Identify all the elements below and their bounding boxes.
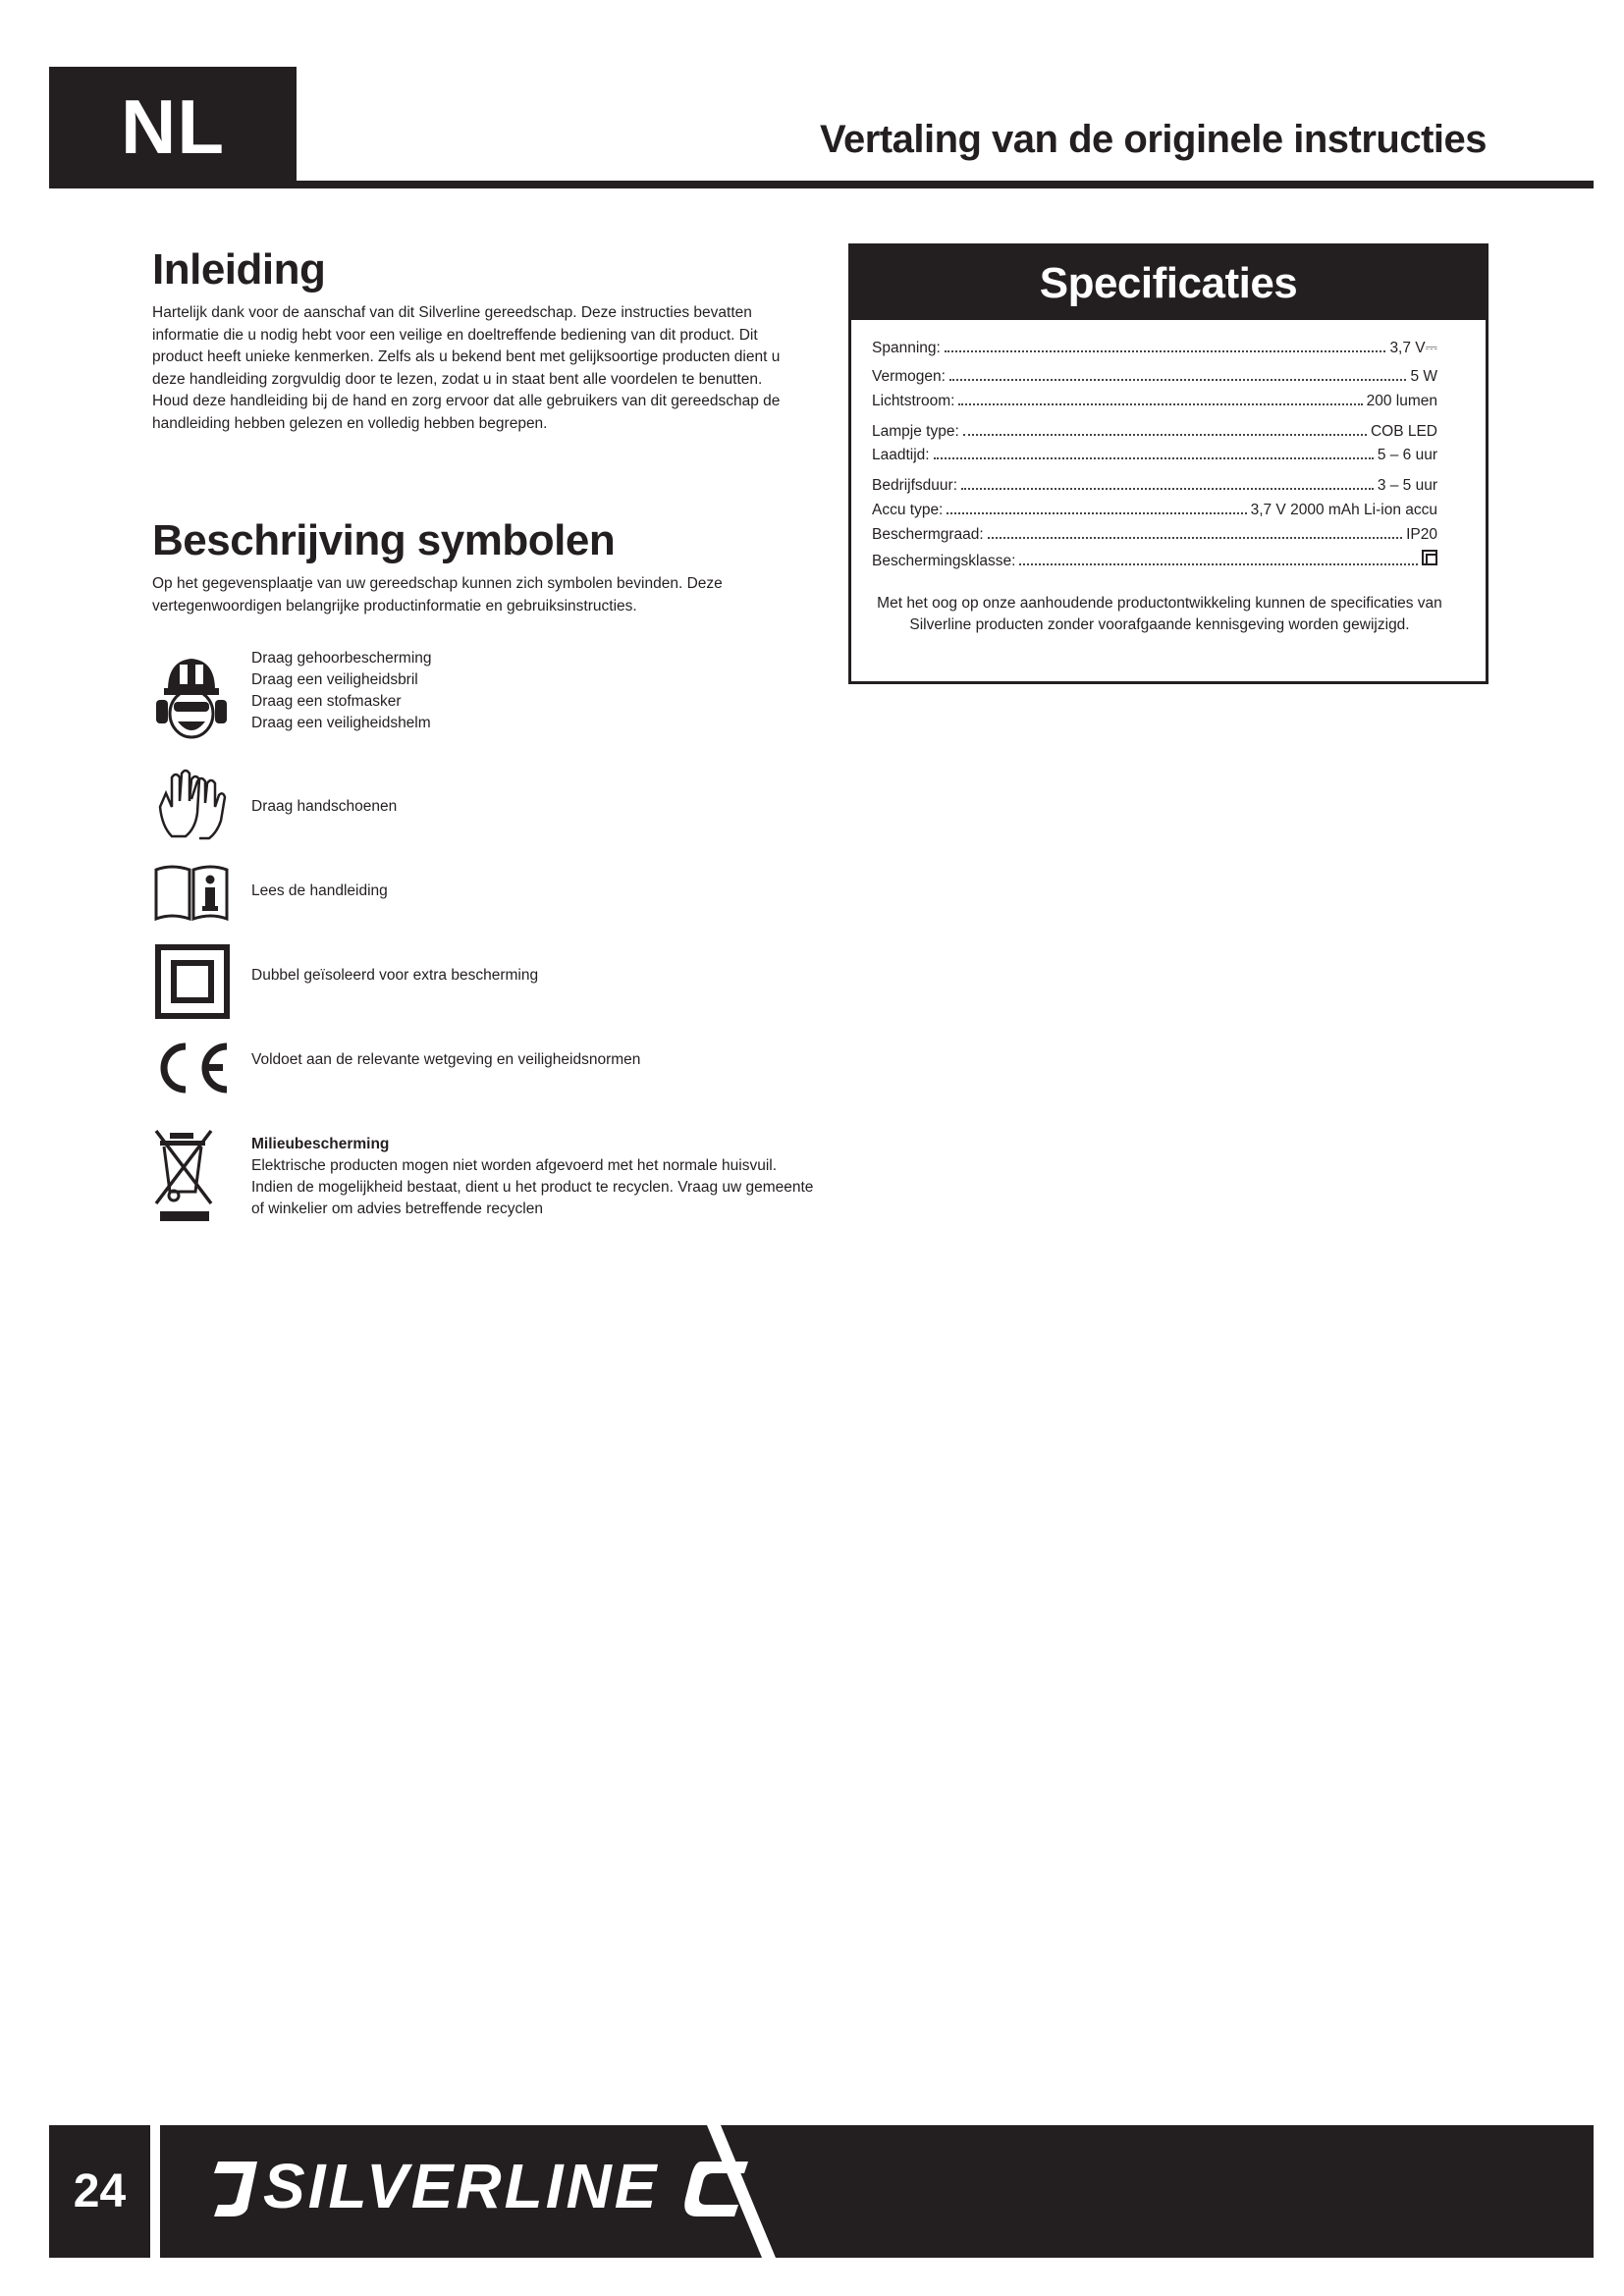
symbol-line: Voldoet aan de relevante wetgeving en veiligheidsnormen bbox=[251, 1051, 641, 1068]
spec-value: 3,7 V 2000 mAh Li-ion accu bbox=[1250, 502, 1437, 518]
symbols-heading: Beschrijving symbolen bbox=[152, 516, 616, 564]
spec-value: 200 lumen bbox=[1366, 393, 1437, 409]
spec-label: Lampje type: bbox=[872, 423, 959, 440]
symbol-line: Indien de mogelijkheid bestaat, dient u het product te recyclen. Vraag uw gemeente bbox=[251, 1179, 814, 1196]
spec-value: 3 – 5 uur bbox=[1377, 477, 1437, 494]
page-number: 24 bbox=[73, 2165, 127, 2217]
symbol-line: of winkelier om advies betreffende recyclen bbox=[251, 1201, 543, 1217]
spec-label: Vermogen: bbox=[872, 368, 946, 385]
weee-bin-icon bbox=[152, 1127, 221, 1230]
spec-value: COB LED bbox=[1370, 423, 1437, 440]
symbol-text-ce bbox=[251, 1049, 640, 1071]
language-code: NL bbox=[121, 82, 225, 170]
page-title: Vertaling van de originele instructies bbox=[820, 118, 1487, 161]
double-insulation-icon bbox=[152, 944, 231, 1024]
symbol-line: Dubbel geïsoleerd voor extra bescherming bbox=[251, 967, 539, 984]
ppe-head-icon bbox=[152, 653, 231, 746]
spec-label: Laadtijd: bbox=[872, 447, 930, 463]
spec-label: Bedrijfsduur: bbox=[872, 477, 958, 494]
ce-mark-icon bbox=[152, 1041, 231, 1100]
spec-row-vermogen bbox=[872, 362, 1437, 386]
spec-row-laadtijd bbox=[872, 441, 1437, 464]
spec-row-spanning bbox=[872, 334, 1437, 357]
spec-label: Accu type: bbox=[872, 502, 944, 518]
spec-row-beschermingsklasse bbox=[872, 547, 1437, 570]
spec-value: 5 W bbox=[1410, 368, 1437, 385]
symbol-line: Draag handschoenen bbox=[251, 798, 398, 815]
symbol-text-double-insulation bbox=[251, 965, 538, 987]
brand-wordmark: SILVERLINE bbox=[263, 2151, 660, 2221]
symbol-text-ppe bbox=[251, 648, 432, 734]
specs-note: Met het oog op onze aanhoudende productontwikkeling kunnen de specificaties van Silverline producten zonder voorafgaande kennisgeving worden gewijzigd. bbox=[877, 595, 1442, 633]
spec-row-lampje-type bbox=[872, 417, 1437, 441]
symbol-line: Elektrische producten mogen niet worden afgevoerd met het normale huisvuil. bbox=[251, 1157, 778, 1174]
spec-row-accu-type bbox=[872, 496, 1437, 519]
symbol-text-gloves bbox=[251, 796, 397, 818]
spec-value: 3,7 V⎓ bbox=[1389, 340, 1437, 356]
symbol-line: Draag een stofmasker bbox=[251, 693, 402, 710]
specs-heading: Specificaties bbox=[851, 246, 1486, 320]
spec-row-lichtstroom bbox=[872, 387, 1437, 410]
spec-row-bedrijfsduur bbox=[872, 471, 1437, 495]
spec-label: Beschermingsklasse: bbox=[872, 553, 1016, 569]
symbol-title: Milieubescherming bbox=[251, 1136, 390, 1152]
spec-label: Spanning: bbox=[872, 340, 941, 356]
symbol-line: Draag een veiligheidshelm bbox=[251, 715, 431, 731]
spec-row-beschermgraad bbox=[872, 520, 1437, 544]
spec-label: Beschermgraad: bbox=[872, 526, 984, 543]
symbols-paragraph: Op het gegevensplaatje van uw gereedschap kunnen zich symbolen bevinden. Deze vertegenwoordigen belangrijke productinformatie en gebruiksinstructies. bbox=[152, 575, 723, 614]
intro-heading: Inleiding bbox=[152, 245, 326, 294]
spec-value: 5 – 6 uur bbox=[1377, 447, 1437, 463]
symbol-text-manual bbox=[251, 881, 388, 902]
symbol-line: Lees de handleiding bbox=[251, 882, 388, 899]
intro-paragraph: Hartelijk dank voor de aanschaf van dit Silverline gereedschap. Deze instructies bevatten informatie die u nodig hebt voor een veilige en doeltreffende bediening van dit product. Dit product heeft unieke kenmerken. Zelfs als u bekend bent met gelijksoortige producten dient u deze handleiding zorgvuldig door te lezen, zodat u in staat bent alle voordelen te benutten. Houd deze handleiding bij de hand en zorg ervoor dat alle gebruikers van dit gereedschap de handleiding hebben gelezen en volledig hebben begrepen. bbox=[152, 304, 781, 432]
spec-value: IP20 bbox=[1406, 526, 1437, 543]
header-divider bbox=[49, 181, 1594, 188]
class-ii-icon bbox=[1422, 550, 1437, 570]
manual-icon bbox=[152, 862, 231, 928]
symbol-text-weee bbox=[251, 1134, 813, 1220]
footer-divider bbox=[150, 2125, 160, 2258]
gloves-icon bbox=[152, 764, 231, 847]
symbol-line: Draag een veiligheidsbril bbox=[251, 671, 418, 688]
symbol-line: Draag gehoorbescherming bbox=[251, 650, 432, 667]
spec-label: Lichtstroom: bbox=[872, 393, 955, 409]
